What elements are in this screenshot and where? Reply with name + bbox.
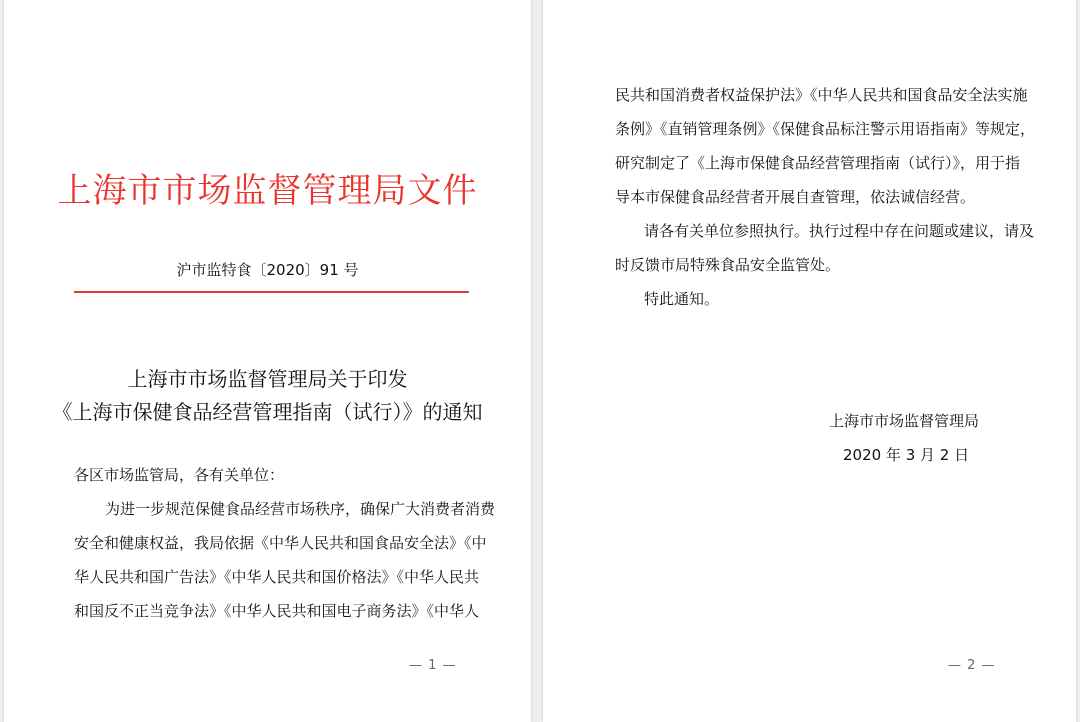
signature-date: 2020 年 3 月 2 日 (843, 446, 970, 464)
body-line: 请各有关单位参照执行。执行过程中存在问题或建议，请及 (644, 222, 1035, 240)
notice-title-line-1: 上海市市场监督管理局关于印发 (127, 367, 408, 391)
body-line: 条例》《直销管理条例》《保健食品标注警示用语指南》等规定， (615, 120, 1036, 138)
document-header: 上海市市场监督管理局文件 (57, 171, 478, 211)
body-line: 导本市保健食品经营者开展自查管理，依法诚信经营。 (615, 188, 976, 206)
document-page-2 (543, 0, 1076, 722)
document-number: 沪市监特食〔2020〕91 号 (176, 261, 359, 279)
page-number: — 1 — (409, 658, 457, 673)
signature-organization: 上海市市场监督管理局 (829, 412, 980, 430)
body-line: 为进一步规范保健食品经营市场秩序，确保广大消费者消费 (105, 500, 496, 518)
red-divider-line (74, 291, 469, 293)
body-line: 时反馈市局特殊食品安全监管处。 (615, 256, 841, 274)
body-line: 和国反不正当竞争法》《中华人民共和国电子商务法》《中华人 (74, 602, 480, 620)
page-number: — 2 — (948, 658, 996, 673)
body-line: 安全和健康权益，我局依据《中华人民共和国食品安全法》《中 (74, 534, 487, 552)
body-line: 研究制定了《上海市保健食品经营管理指南（试行）》，用于指 (615, 154, 1021, 172)
document-page-1 (4, 0, 531, 722)
notice-title-line-2: 《上海市保健食品经营管理指南（试行）》的通知 (52, 400, 483, 424)
body-line: 民共和国消费者权益保护法》《中华人民共和国食品安全法实施 (615, 86, 1028, 104)
salutation: 各区市场监管局，各有关单位： (74, 466, 285, 484)
closing-line: 特此通知。 (644, 290, 720, 308)
body-line: 华人民共和国广告法》《中华人民共和国价格法》《中华人民共 (74, 568, 480, 586)
